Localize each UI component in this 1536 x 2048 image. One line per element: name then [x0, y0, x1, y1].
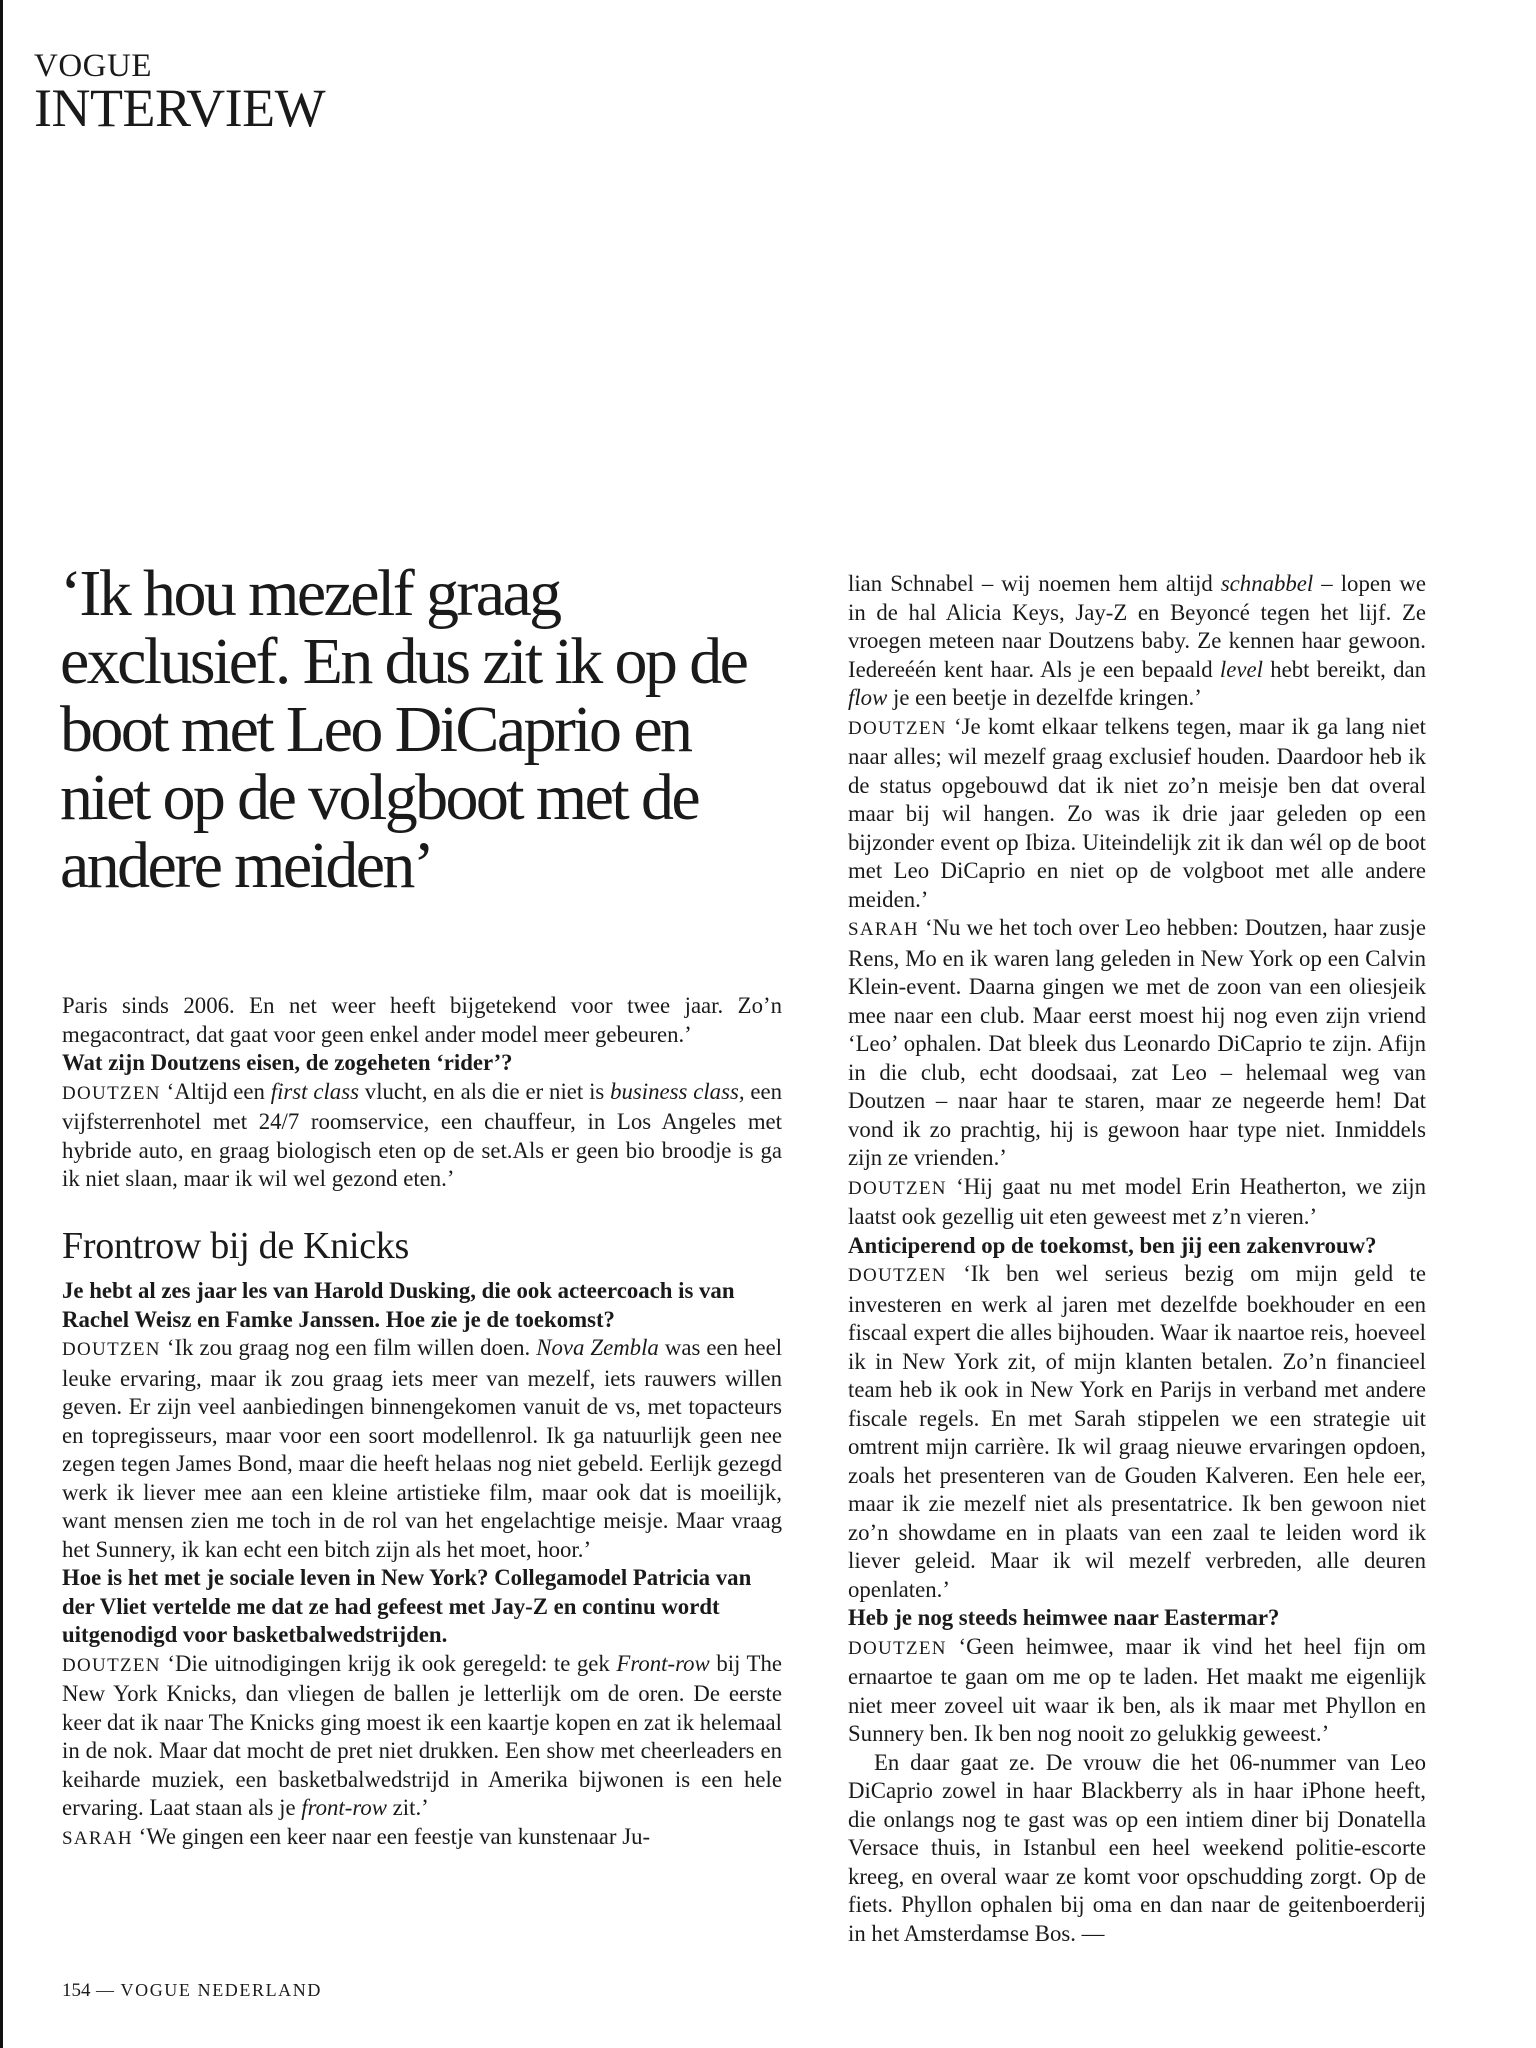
question: Je hebt al zes jaar les van Harold Dusking, die ook acteercoach is van Rachel Weisz en Famke Janssen. Hoe zie je de toekomst?	[62, 1278, 735, 1332]
answer: DOUTZEN ‘Hij gaat nu met model Erin Heatherton, we zijn laatst ook gezellig uit eten geweest met z’n vieren.’	[848, 1173, 1427, 1229]
question: Wat zijn Doutzens eisen, de zogeheten ‘rider’?	[62, 1050, 513, 1075]
answer: DOUTZEN ‘Ik zou graag nog een film willen doen. Nova Zembla was een heel leuke ervaring, maar ik zou graag iets meer van mezelf, iets rauwers willen geven. Er zijn veel aanbiedingen binnengekomen vanuit de vs, met topacteurs en topregisseurs, maar voor een soort modellenrol. Ik ga natuurlijk geen nee zegen tegen James Bond, maar die heeft helaas nog niet gebeld. Eerlijk gezegd werk ik liever mee aan een kleine artistieke film, maar ook dat is moeilijk, want mensen zien me toch in de rol van het engelachtige meisje. Maar vraag het Sunnery, ik kan echt een bitch zijn als het moet, hoor.’	[62, 1335, 783, 1562]
magazine-name: VOGUE NEDERLAND	[120, 1980, 322, 2000]
page-number: 154	[62, 1980, 91, 2001]
speaker-label: DOUTZEN	[848, 1177, 947, 1199]
page-edge-rule	[0, 0, 3, 2048]
speaker-label: DOUTZEN	[62, 1654, 161, 1676]
answer: DOUTZEN ‘Altijd een first class vlucht, en als die er niet is business class, een vijfsterrenhotel met 24/7 roomservice, een chauffeur, in Los Angeles met hybride auto, en graag biologisch eten op de set.Als er geen bio broodje is ga ik niet slaan, maar ik wil wel gezond eten.’	[62, 1078, 783, 1191]
answer: SARAH ‘We gingen een keer naar een feestje van kunstenaar Ju-	[62, 1823, 651, 1849]
subheading: Frontrow bij de Knicks	[62, 1224, 409, 1267]
question: Hoe is het met je sociale leven in New York? Collegamodel Patricia van der Vliet vertelde me dat ze had gefeest met Jay-Z en continu wordt uitgenodigd voor basketbalwedstrijden.	[62, 1565, 752, 1648]
speaker-label: DOUTZEN	[848, 1637, 947, 1659]
speaker-label: SARAH	[62, 1827, 133, 1849]
left-column	[62, 992, 782, 1853]
speaker-label: DOUTZEN	[62, 1339, 161, 1361]
answer: SARAH ‘Nu we het toch over Leo hebben: Doutzen, haar zusje Rens, Mo en ik waren lang geleden in New York op een Calvin Klein-event. Daarna gingen we met de zoon van een oliesjeik mee naar een club. Maar eerst moest hij nog even zijn vriend ‘Leo’ ophalen. Dat bleek dus Leonardo DiCaprio te zijn. Afijn in die club, echt doodsaai, zat Leo – helemaal weg van Doutzen – naar haar te staren, maar ze negeerde hem! Dat vond ik zo prachtig, hij is gewoon haar type niet. Inmiddels zijn ze vrienden.’	[848, 915, 1426, 1170]
speaker-label: DOUTZEN	[848, 1265, 947, 1286]
answer: DOUTZEN ‘Je komt elkaar telkens tegen, maar ik ga lang niet naar alles; wil mezelf graag exclusief houden. Daardoor heb ik de status opgebouwd dat ik niet zo’n meisje ben dat overal maar bij wil hangen. Zo was ik drie jaar geleden op een bijzonder event op Ibiza. Uiteindelijk zit ik dan wél op de boot met Leo DiCaprio en niet op de volgboot met alle andere meiden.’	[848, 713, 1426, 912]
page-footer	[62, 1980, 322, 2002]
closing-paragraph: En daar gaat ze. De vrouw die het 06-nummer van Leo DiCaprio zowel in haar Blackberry als in haar iPhone heeft, die onlangs nog te gast was op een intiem diner bij Donatella Versace thuis, in Istanbul een heel weekend politie-escorte kreeg, en overal waar ze komt voor opschudding zorgt. Op de fiets. Phyllon ophalen bij oma en dan naar de geitenboerderij in het Amsterdamse Bos. —	[848, 1749, 1426, 1946]
answer: DOUTZEN ‘Ik ben wel serieus bezig om mijn geld te investeren en werk al jaren met dezelfde boekhouder en een fiscaal expert die alles bijhouden. Waar ik naartoe reis, hoeveel ik in New York zit, of mijn klanten betalen. Zo’n financieel team heb ik ook in New York en Parijs in verband met andere fiscale regels. En met Sarah stippelen we een strategie uit omtrent mijn carrière. Ik wil graag nieuwe ervaringen opdoen, zoals het presenteren van de Gouden Kalveren. Een hele eer, maar ik zie mezelf niet als presentatrice. Ik ben gewoon niet zo’n showdame en in plaats van een zaal te leiden word ik liever geleid. Maar ik wil mezelf verbreden, alle deuren openlaten.’	[848, 1261, 1426, 1602]
answer: DOUTZEN ‘Die uitnodigingen krijg ik ook geregeld: te gek Front-row bij The New York Knicks, dan vliegen de ballen je letterlijk om de oren. De eerste keer dat ik naar The Knicks ging moest ik een kaartje kopen en zat ik helemaal in de nok. Maar dat mocht de pret niet drukken. Een show met cheerleaders en keiharde muziek, een basketbalwedstrijd in Amerika bijwonen is een hele ervaring. Laat staan als je front-row zit.’	[62, 1650, 783, 1821]
footer-dash: —	[96, 1980, 115, 2000]
speaker-label: DOUTZEN	[62, 1082, 161, 1104]
section-header	[34, 48, 326, 138]
intro-paragraph: Paris sinds 2006. En net weer heeft bijgetekend voor twee jaar. Zo’n megacontract, dat gaat voor geen enkel ander model meer gebeuren.’	[62, 993, 782, 1047]
brand-label: VOGUE	[34, 48, 152, 84]
question: Heb je nog steeds heimwee naar Eastermar?	[848, 1605, 1280, 1630]
speaker-label: SARAH	[848, 919, 919, 940]
speaker-label: DOUTZEN	[848, 717, 947, 739]
right-column	[848, 570, 1426, 1948]
question: Anticiperend op de toekomst, ben jij een zakenvrouw?	[848, 1232, 1377, 1258]
answer-continued: lian Schnabel – wij noemen hem altijd schnabbel – lopen we in de hal Alicia Keys, Jay-Z en Beyoncé tegen het lijf. Ze vroegen meteen naar Doutzens baby. Ze kennen haar gewoon. Iedereéén kent haar. Als je een bepaald level hebt bereikt, dan flow je een beetje in dezelfde kringen.’	[848, 571, 1426, 710]
answer: DOUTZEN ‘Geen heimwee, maar ik vind het heel fijn om ernaartoe te gaan om me op te laden. Het maakt me eigenlijk niet meer zoveel uit waar ik ben, als ik maar met Phyllon en Sunnery ben. Ik ben nog nooit zo gelukkig geweest.’	[848, 1633, 1426, 1746]
pull-quote: ‘Ik hou mezelf graag exclusief. En dus zit ik op de boot met Leo DiCaprio en niet op de volgboot met de andere meiden’	[60, 557, 747, 902]
section-title: INTERVIEW	[34, 78, 326, 138]
